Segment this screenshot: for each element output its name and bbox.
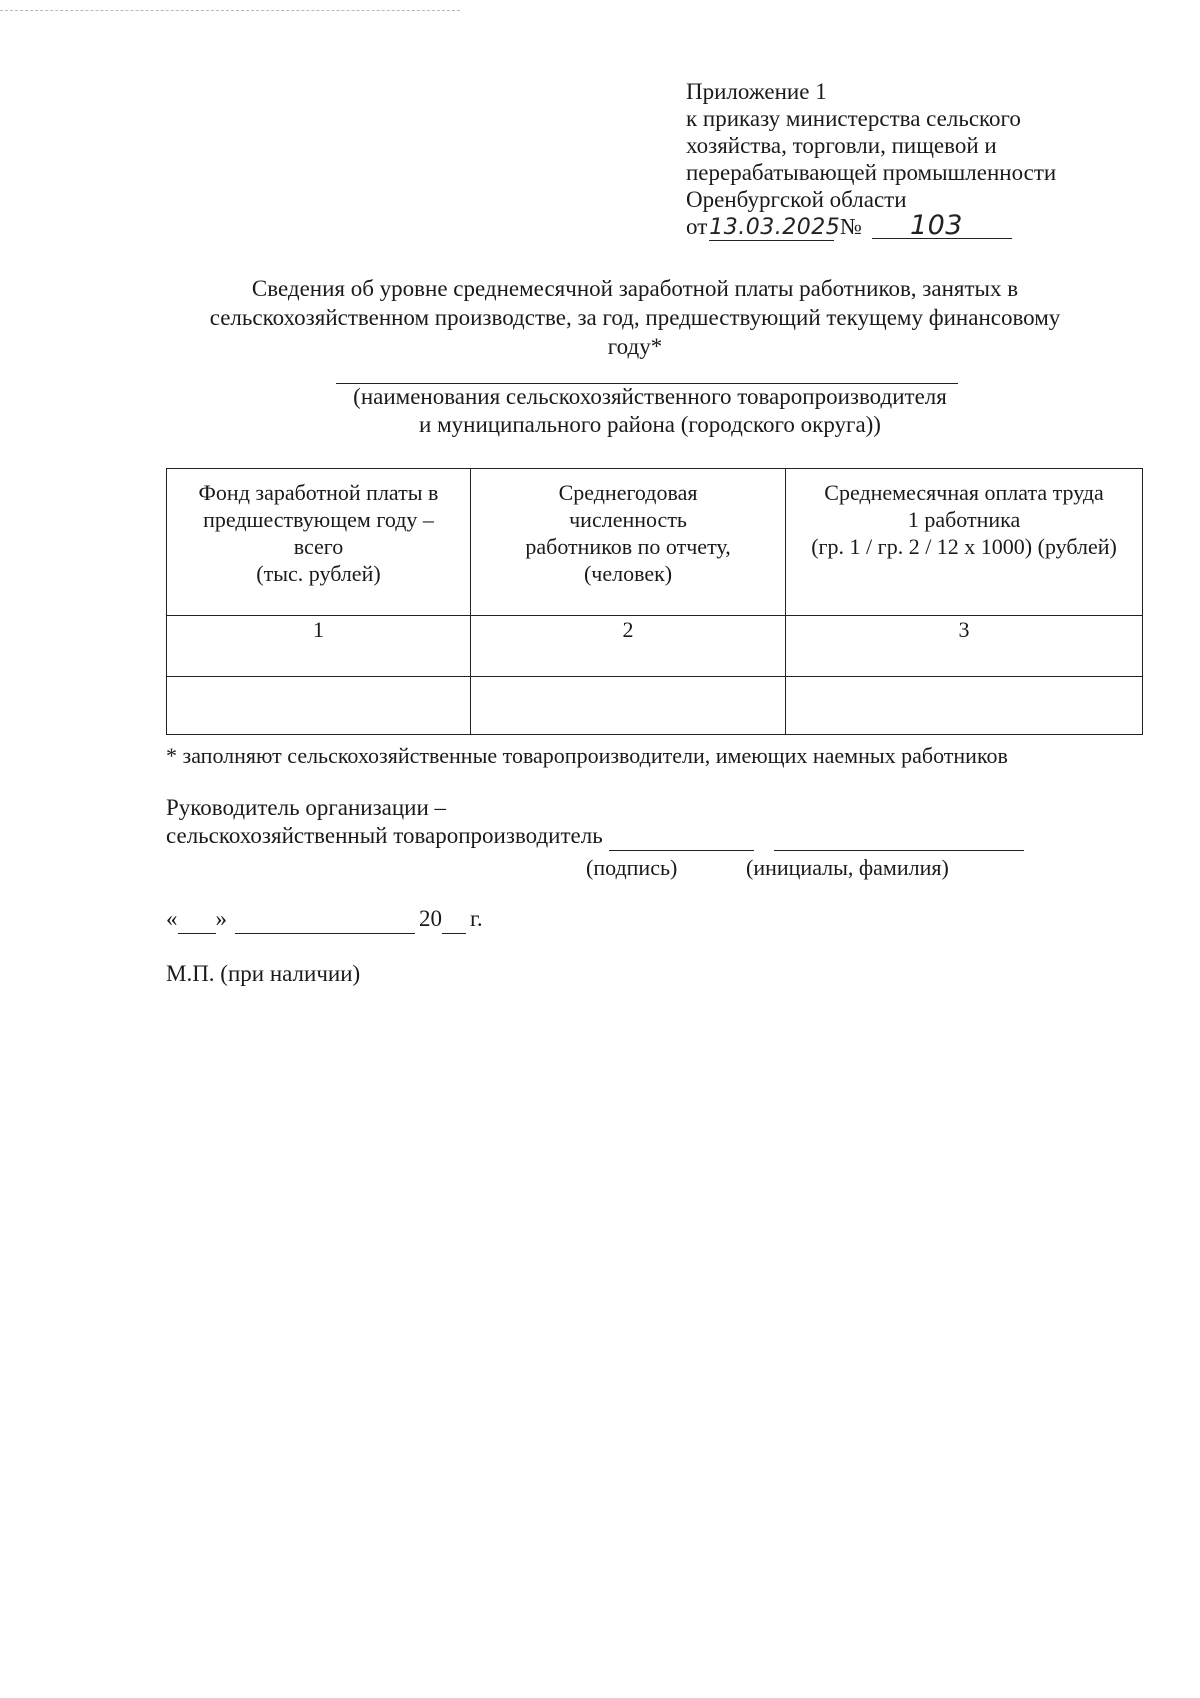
header-avg-headcount bbox=[470, 469, 785, 616]
header-3-line-3: (гр. 1 / гр. 2 / 12 x 1000) (рублей) bbox=[811, 534, 1117, 559]
stamp-note: М.П. (при наличии) bbox=[166, 961, 361, 986]
header-3-line-1: Среднемесячная оплата труда bbox=[824, 480, 1104, 505]
appendix-line-1: Приложение 1 bbox=[686, 79, 827, 104]
header-1-line-2: предшествующем году – bbox=[203, 507, 434, 532]
signature-line-2 bbox=[166, 822, 1024, 851]
header-1-line-4: (тыс. рублей) bbox=[256, 561, 381, 586]
month-blank[interactable] bbox=[235, 905, 415, 934]
year-blank[interactable] bbox=[442, 905, 466, 934]
caption-initials-surname: (инициалы, фамилия) bbox=[746, 855, 949, 880]
title-line-3: году* bbox=[607, 334, 663, 359]
header-3-line-2: 1 работника bbox=[907, 507, 1021, 532]
appendix-line-5: Оренбургской области bbox=[686, 187, 907, 212]
data-entry-row bbox=[167, 677, 1143, 735]
column-number-2: 2 bbox=[470, 616, 785, 677]
appendix-header bbox=[686, 78, 1056, 241]
value-cell-wage-fund[interactable] bbox=[167, 677, 471, 735]
caption-signature: (подпись) bbox=[586, 855, 678, 880]
day-blank[interactable] bbox=[178, 905, 216, 934]
signature-block bbox=[166, 794, 1024, 851]
column-number-row bbox=[167, 616, 1143, 677]
signature-captions bbox=[586, 854, 949, 882]
appendix-line-4: перерабатывающей промышленности bbox=[686, 160, 1057, 185]
scan-edge-artifact bbox=[0, 10, 460, 11]
name-caption-line-2: и муниципального района (городского округа)) bbox=[419, 412, 881, 437]
title-line-1: Сведения об уровне среднемесячной заработной платы работников, занятых в bbox=[251, 276, 1019, 301]
name-blank[interactable] bbox=[774, 822, 1024, 851]
year-suffix: г. bbox=[470, 906, 483, 931]
year-prefix: 20 bbox=[419, 906, 442, 931]
header-1-line-3: всего bbox=[293, 534, 344, 559]
date-prefix: от bbox=[686, 214, 708, 239]
column-number-1: 1 bbox=[167, 616, 471, 677]
appendix-line-2: к приказу министерства сельского bbox=[686, 106, 1021, 131]
signature-blank[interactable] bbox=[609, 822, 754, 851]
column-number-3: 3 bbox=[786, 616, 1143, 677]
header-avg-monthly-pay bbox=[786, 469, 1143, 616]
header-2-line-3: работников по отчету, bbox=[525, 534, 731, 559]
date-row bbox=[166, 905, 483, 934]
order-date-handwritten: 13.03.2025 bbox=[709, 215, 841, 240]
value-cell-headcount[interactable] bbox=[470, 677, 785, 735]
producer-name-caption bbox=[270, 383, 1030, 439]
header-wage-fund bbox=[167, 469, 471, 616]
order-date-number-line bbox=[686, 210, 1056, 241]
signature-line-1: Руководитель организации – bbox=[166, 795, 447, 820]
document-title bbox=[170, 274, 1100, 361]
header-2-line-4: (человек) bbox=[583, 561, 673, 586]
appendix-line-3: хозяйства, торговли, пищевой и bbox=[686, 133, 997, 158]
order-number-handwritten: 103 bbox=[872, 214, 1012, 239]
table-header-row bbox=[167, 469, 1143, 616]
salary-table bbox=[166, 468, 1143, 735]
signature-role-label: сельскохозяйственный товаропроизводитель bbox=[166, 823, 603, 848]
header-1-line-1: Фонд заработной платы в bbox=[198, 480, 439, 505]
value-cell-monthly-pay[interactable] bbox=[786, 677, 1143, 735]
name-caption-line-1: (наименования сельскохозяйственного товаропроизводителя bbox=[353, 384, 947, 409]
header-2-line-1: Среднегодовая bbox=[558, 480, 698, 505]
header-2-line-2: численность bbox=[569, 507, 687, 532]
title-line-2: сельскохозяйственном производстве, за год, предшествующий текущему финансовому bbox=[209, 305, 1061, 330]
close-quote: » bbox=[215, 906, 227, 931]
footnote: * заполняют сельскохозяйственные товаропроизводители, имеющих наемных работников bbox=[166, 743, 1008, 768]
number-sign: № bbox=[840, 214, 862, 239]
open-quote: « bbox=[166, 906, 178, 931]
